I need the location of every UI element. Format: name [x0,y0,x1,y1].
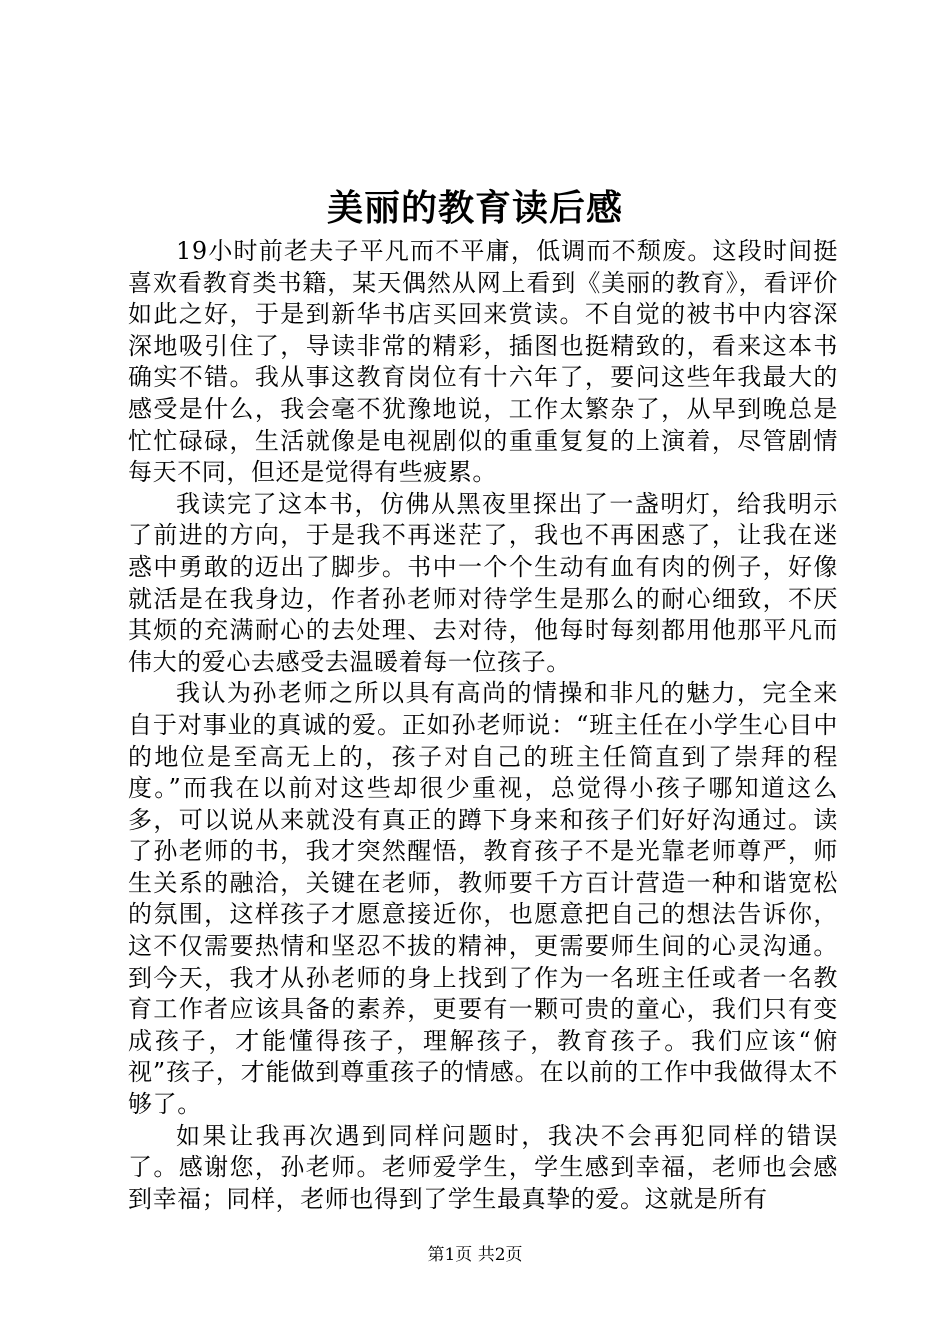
paragraph-2: 我读完了这本书，仿佛从黑夜里探出了一盏明灯，给我明示了前进的方向，于是我不再迷茫了，我也不再困惑了，让我在迷惑中勇敢的迈出了脚步。书中一个个生动有血有肉的例子，好像就活是在我身边，作者孙老师对待学生是那么的耐心细致，不厌其烦的充满耐心的去处理、去对待，他每时每刻都用他那平凡而伟大的爱心去感受去温暖着每一位孩子。 [128,489,838,676]
paragraph-4: 如果让我再次遇到同样问题时，我决不会再犯同样的错误了。感谢您，孙老师。老师爱学生，学生感到幸福，老师也会感到幸福；同样，老师也得到了学生最真挚的爱。这就是所有 [128,1121,838,1213]
page-number-footer: 第1页 共2页 [427,1245,523,1265]
document-body [128,236,838,1215]
paragraph-3: 我认为孙老师之所以具有高尚的情操和非凡的魅力，完全来自于对事业的真诚的爱。正如孙老师说：“班主任在小学生心目中的地位是至高无上的，孩子对自己的班主任简直到了崇拜的程度。”而我在以前对这些却很少重视，总觉得小孩子哪知道这么多，可以说从来就没有真正的蹲下身来和孩子们好好沟通过。读了孙老师的书，我才突然醒悟，教育孩子不是光靠老师尊严，师生关系的融洽，关键在老师，教师要千方百计营造一种和谐宽松的氛围，这样孩子才愿意接近你，也愿意把自己的想法告诉你，这不仅需要热情和坚忍不拔的精神，更需要师生间的心灵沟通。到今天，我才从孙老师的身上找到了作为一名班主任或者一名教育工作者应该具备的素养，更要有一颗可贵的童心，我们只有变成孩子，才能懂得孩子，理解孩子，教育孩子。我们应该“俯视”孩子，才能做到尊重孩子的情感。在以前的工作中我做得太不够了。 [128,679,838,1119]
document-title: 美丽的教育读后感 [326,187,623,229]
paragraph-1: 19小时前老夫子平凡而不平庸，低调而不颓废。这段时间挺喜欢看教育类书籍，某天偶然从网上看到《美丽的教育》，看评价如此之好，于是到新华书店买回来赏读。不自觉的被书中内容深深地吸引住了，导读非常的精彩，插图也挺精致的，看来这本书确实不错。我从事这教育岗位有十六年了，要问这些年我最大的感受是什么，我会毫不犹豫地说，工作太繁杂了，从早到晚总是忙忙碌碌，生活就像是电视剧似的重重复复的上演着，尽管剧情每天不同，但还是觉得有些疲累。 [128,237,838,487]
